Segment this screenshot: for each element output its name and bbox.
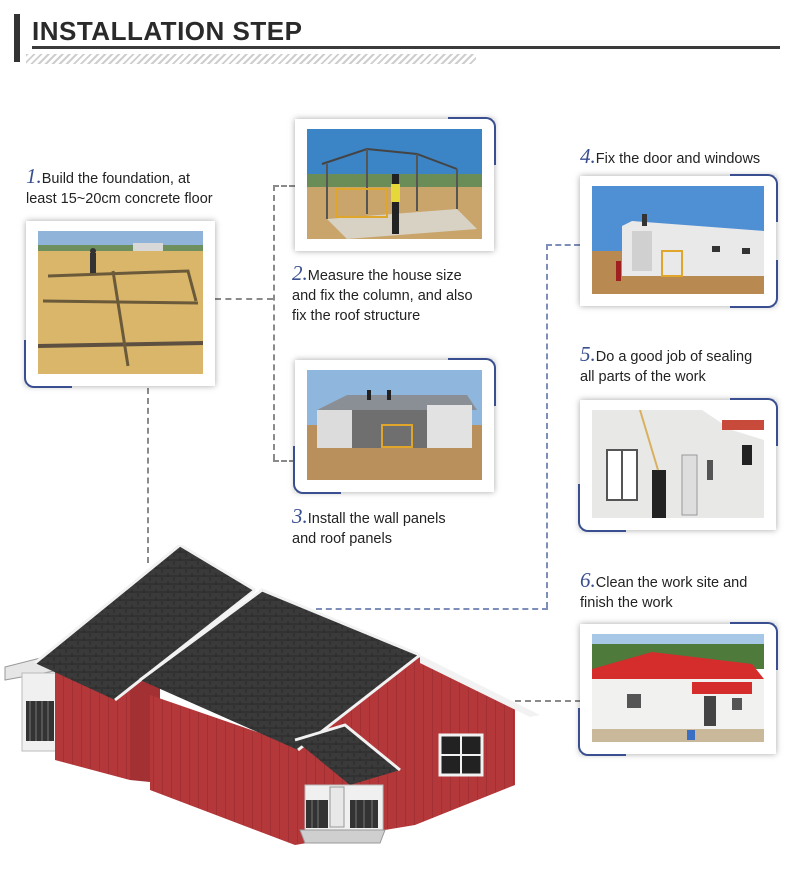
connector-1-2 (215, 298, 273, 300)
step-4-line-1: Fix the door and windows (595, 151, 761, 167)
step-5-corner-accent (730, 398, 778, 446)
step-1-photo-frame (26, 221, 215, 386)
step-1-caption (26, 166, 266, 209)
step-1-number: 1. (26, 164, 42, 188)
connector-1-house (147, 388, 149, 563)
step-2-line-3: fix the roof structure (292, 308, 421, 324)
step-2-line-2: and fix the column, and also (292, 288, 473, 304)
header-accent-bar (14, 14, 20, 62)
step-1-corner-accent (24, 340, 72, 388)
step-4-corner-accent (730, 260, 778, 308)
step-6-line-1: Clean the work site and (595, 575, 748, 591)
prefab-house-illustration (0, 545, 560, 880)
step-6-number: 6. (580, 568, 596, 592)
step-5-line-1: Do a good job of sealing (595, 349, 753, 365)
step-3-caption (292, 506, 512, 549)
step-2-line-1: Measure the house size (307, 268, 462, 284)
step-3-corner-accent (448, 358, 496, 406)
step-2-corner-accent (448, 117, 496, 165)
step-6-corner-accent-2 (578, 708, 626, 756)
header-hatch-stripe (26, 54, 476, 64)
step-5-caption (580, 344, 795, 387)
step-3-photo-frame (295, 360, 494, 492)
step-6-caption (580, 570, 795, 613)
step-4-caption (580, 146, 795, 169)
step-5-corner-accent-2 (578, 484, 626, 532)
step-1-line-2: least 15~20cm concrete floor (26, 191, 213, 207)
page-title: INSTALLATION STEP (32, 16, 303, 46)
step-6-corner-accent (730, 622, 778, 670)
header-underline (32, 46, 780, 49)
connector-3-stub (273, 460, 295, 462)
step-1-line-1: Build the foundation, at (41, 171, 191, 187)
step-4-corner-accent-2 (730, 174, 778, 222)
connector-2-3-vertical (273, 185, 275, 460)
step-4-photo-frame (580, 176, 776, 306)
step-2-caption (292, 263, 522, 326)
step-3-corner-accent-2 (293, 446, 341, 494)
step-3-line-1: Install the wall panels (307, 511, 446, 527)
connector-2-stub (273, 185, 295, 187)
connector-4-stub (546, 244, 580, 246)
step-6-photo-frame (580, 624, 776, 754)
step-5-photo-frame (580, 400, 776, 530)
step-6-line-2: finish the work (580, 595, 673, 611)
step-3-number: 3. (292, 504, 308, 528)
step-5-number: 5. (580, 342, 596, 366)
step-3-line-2: and roof panels (292, 531, 392, 547)
step-2-photo-frame (295, 119, 494, 251)
step-2-number: 2. (292, 261, 308, 285)
step-4-number: 4. (580, 144, 596, 168)
step-5-line-2: all parts of the work (580, 369, 706, 385)
